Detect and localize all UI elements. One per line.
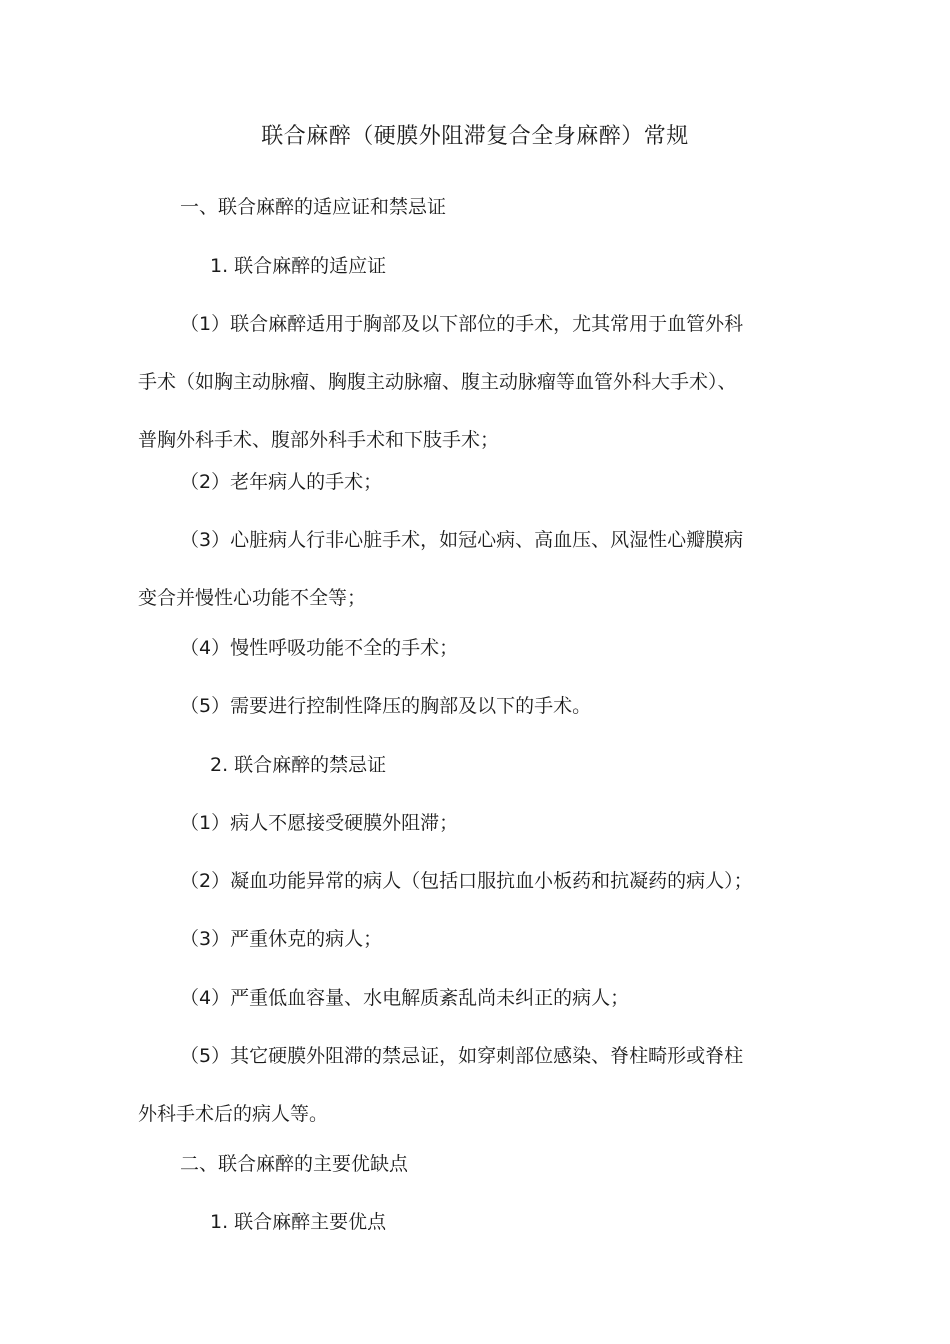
contraindication-item-5-line-2: 外科手术后的病人等。 <box>138 1103 329 1125</box>
indication-item-1-line-3: 普胸外科手术、腹部外科手术和下肢手术； <box>138 429 500 451</box>
indication-item-1-line-2: 手术（如胸主动脉瘤、胸腹主动脉瘤、腹主动脉瘤等血管外科大手术）、 <box>138 371 737 393</box>
indication-item-2: （2）老年病人的手术； <box>180 471 383 493</box>
contraindication-item-4: （4）严重低血容量、水电解质紊乱尚未纠正的病人； <box>180 987 630 1009</box>
subsection-2-1-heading: 1. 联合麻醉主要优点 <box>210 1211 387 1233</box>
indication-item-3-line-1: （3）心脏病人行非心脏手术，如冠心病、高血压、风湿性心瓣膜病 <box>180 529 744 551</box>
section-1-heading: 一、联合麻醉的适应证和禁忌证 <box>180 196 447 218</box>
indication-item-1-line-1: （1）联合麻醉适用于胸部及以下部位的手术，尤其常用于血管外科 <box>180 313 744 335</box>
contraindication-item-5 <box>138 1027 818 1143</box>
subsection-1-2-heading: 2. 联合麻醉的禁忌证 <box>210 754 387 776</box>
indication-item-3 <box>138 511 818 627</box>
contraindication-item-5-line-1: （5）其它硬膜外阻滞的禁忌证，如穿刺部位感染、脊柱畸形或脊柱 <box>180 1045 744 1067</box>
indication-item-5: （5）需要进行控制性降压的胸部及以下的手术。 <box>180 695 592 717</box>
indication-item-4: （4）慢性呼吸功能不全的手术； <box>180 637 459 659</box>
contraindication-item-2: （2）凝血功能异常的病人（包括口服抗血小板药和抗凝药的病人）； <box>180 870 753 892</box>
indication-item-3-line-2: 变合并慢性心功能不全等； <box>138 587 367 609</box>
document-title: 联合麻醉（硬膜外阻滞复合全身麻醉）常规 <box>261 124 689 149</box>
contraindication-item-1: （1）病人不愿接受硬膜外阻滞； <box>180 812 459 834</box>
section-2-heading: 二、联合麻醉的主要优缺点 <box>180 1153 409 1175</box>
subsection-1-1-heading: 1. 联合麻醉的适应证 <box>210 255 387 277</box>
indication-item-1 <box>138 295 818 469</box>
contraindication-item-3: （3）严重休克的病人； <box>180 928 383 950</box>
